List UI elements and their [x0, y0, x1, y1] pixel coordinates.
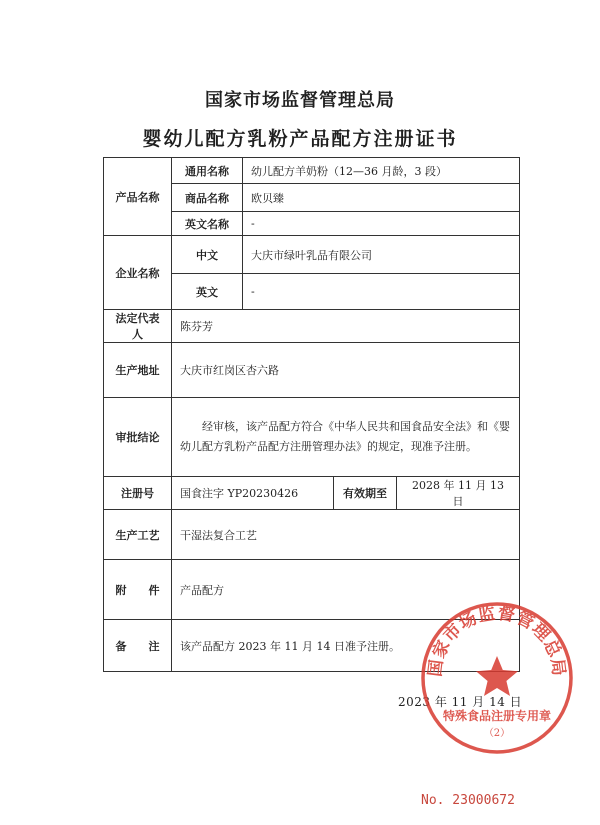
address-value: 大庆市红岗区杏六路 [172, 343, 520, 398]
table-row [104, 510, 520, 560]
table-row [104, 477, 520, 510]
process-label: 生产工艺 [104, 510, 172, 560]
table-row [104, 310, 520, 343]
remarks-label: 备 注 [104, 620, 172, 672]
brand-name-value: 欧贝臻 [243, 184, 520, 212]
process-value: 干湿法复合工艺 [172, 510, 520, 560]
english-name-label: 英文名称 [172, 212, 243, 236]
conclusion-label: 审批结论 [104, 398, 172, 477]
brand-name-label: 商品名称 [172, 184, 243, 212]
validity-value: 2028 年 11 月 13 日 [397, 477, 520, 510]
company-name-label: 企业名称 [104, 236, 172, 310]
legal-rep-label: 法定代表人 [104, 310, 172, 343]
issue-date: 2023 年 11 月 14 日 [398, 695, 523, 709]
attachment-label: 附 件 [104, 560, 172, 620]
table-row [104, 343, 520, 398]
english-name-value: - [243, 212, 520, 236]
conclusion-text: 经审核，该产品配方符合《中华人民共和国食品安全法》和《婴幼儿配方乳粉产品配方注册管理办法》的规定，现准予注册。 [180, 420, 510, 453]
legal-rep-value: 陈芬芳 [172, 310, 520, 343]
company-en-label: 英文 [172, 274, 243, 310]
company-cn-value: 大庆市绿叶乳品有限公司 [243, 236, 520, 274]
seal-number: （2） [483, 728, 511, 739]
product-name-label: 产品名称 [104, 158, 172, 236]
registration-label: 注册号 [104, 477, 172, 510]
remarks-value: 该产品配方 2023 年 11 月 14 日准予注册。 [172, 620, 520, 672]
address-label: 生产地址 [104, 343, 172, 398]
certificate-table [103, 157, 520, 672]
certificate-title: 婴幼儿配方乳粉产品配方注册证书 [142, 128, 458, 150]
generic-name-label: 通用名称 [172, 158, 243, 184]
certificate-number: No. 23000672 [421, 793, 515, 808]
seal-star-icon [476, 656, 518, 696]
table-row [104, 158, 520, 184]
table-row [104, 398, 520, 477]
official-seal-icon [419, 600, 575, 756]
attachment-value: 产品配方 [172, 560, 520, 620]
generic-name-value: 幼儿配方羊奶粉（12—36 月龄，3 段） [243, 158, 520, 184]
header [0, 86, 600, 151]
company-cn-label: 中文 [172, 236, 243, 274]
seal-inner-text: 特殊食品注册专用章 [442, 709, 552, 723]
registration-value: 国食注字 YP20230426 [172, 477, 334, 510]
authority-title: 国家市场监督管理总局 [205, 90, 395, 111]
validity-label: 有效期至 [334, 477, 397, 510]
seal-outer-text: 国家市场监督管理总局 [425, 603, 569, 678]
conclusion-cell [172, 398, 520, 477]
table-row [104, 236, 520, 274]
company-en-value: - [243, 274, 520, 310]
